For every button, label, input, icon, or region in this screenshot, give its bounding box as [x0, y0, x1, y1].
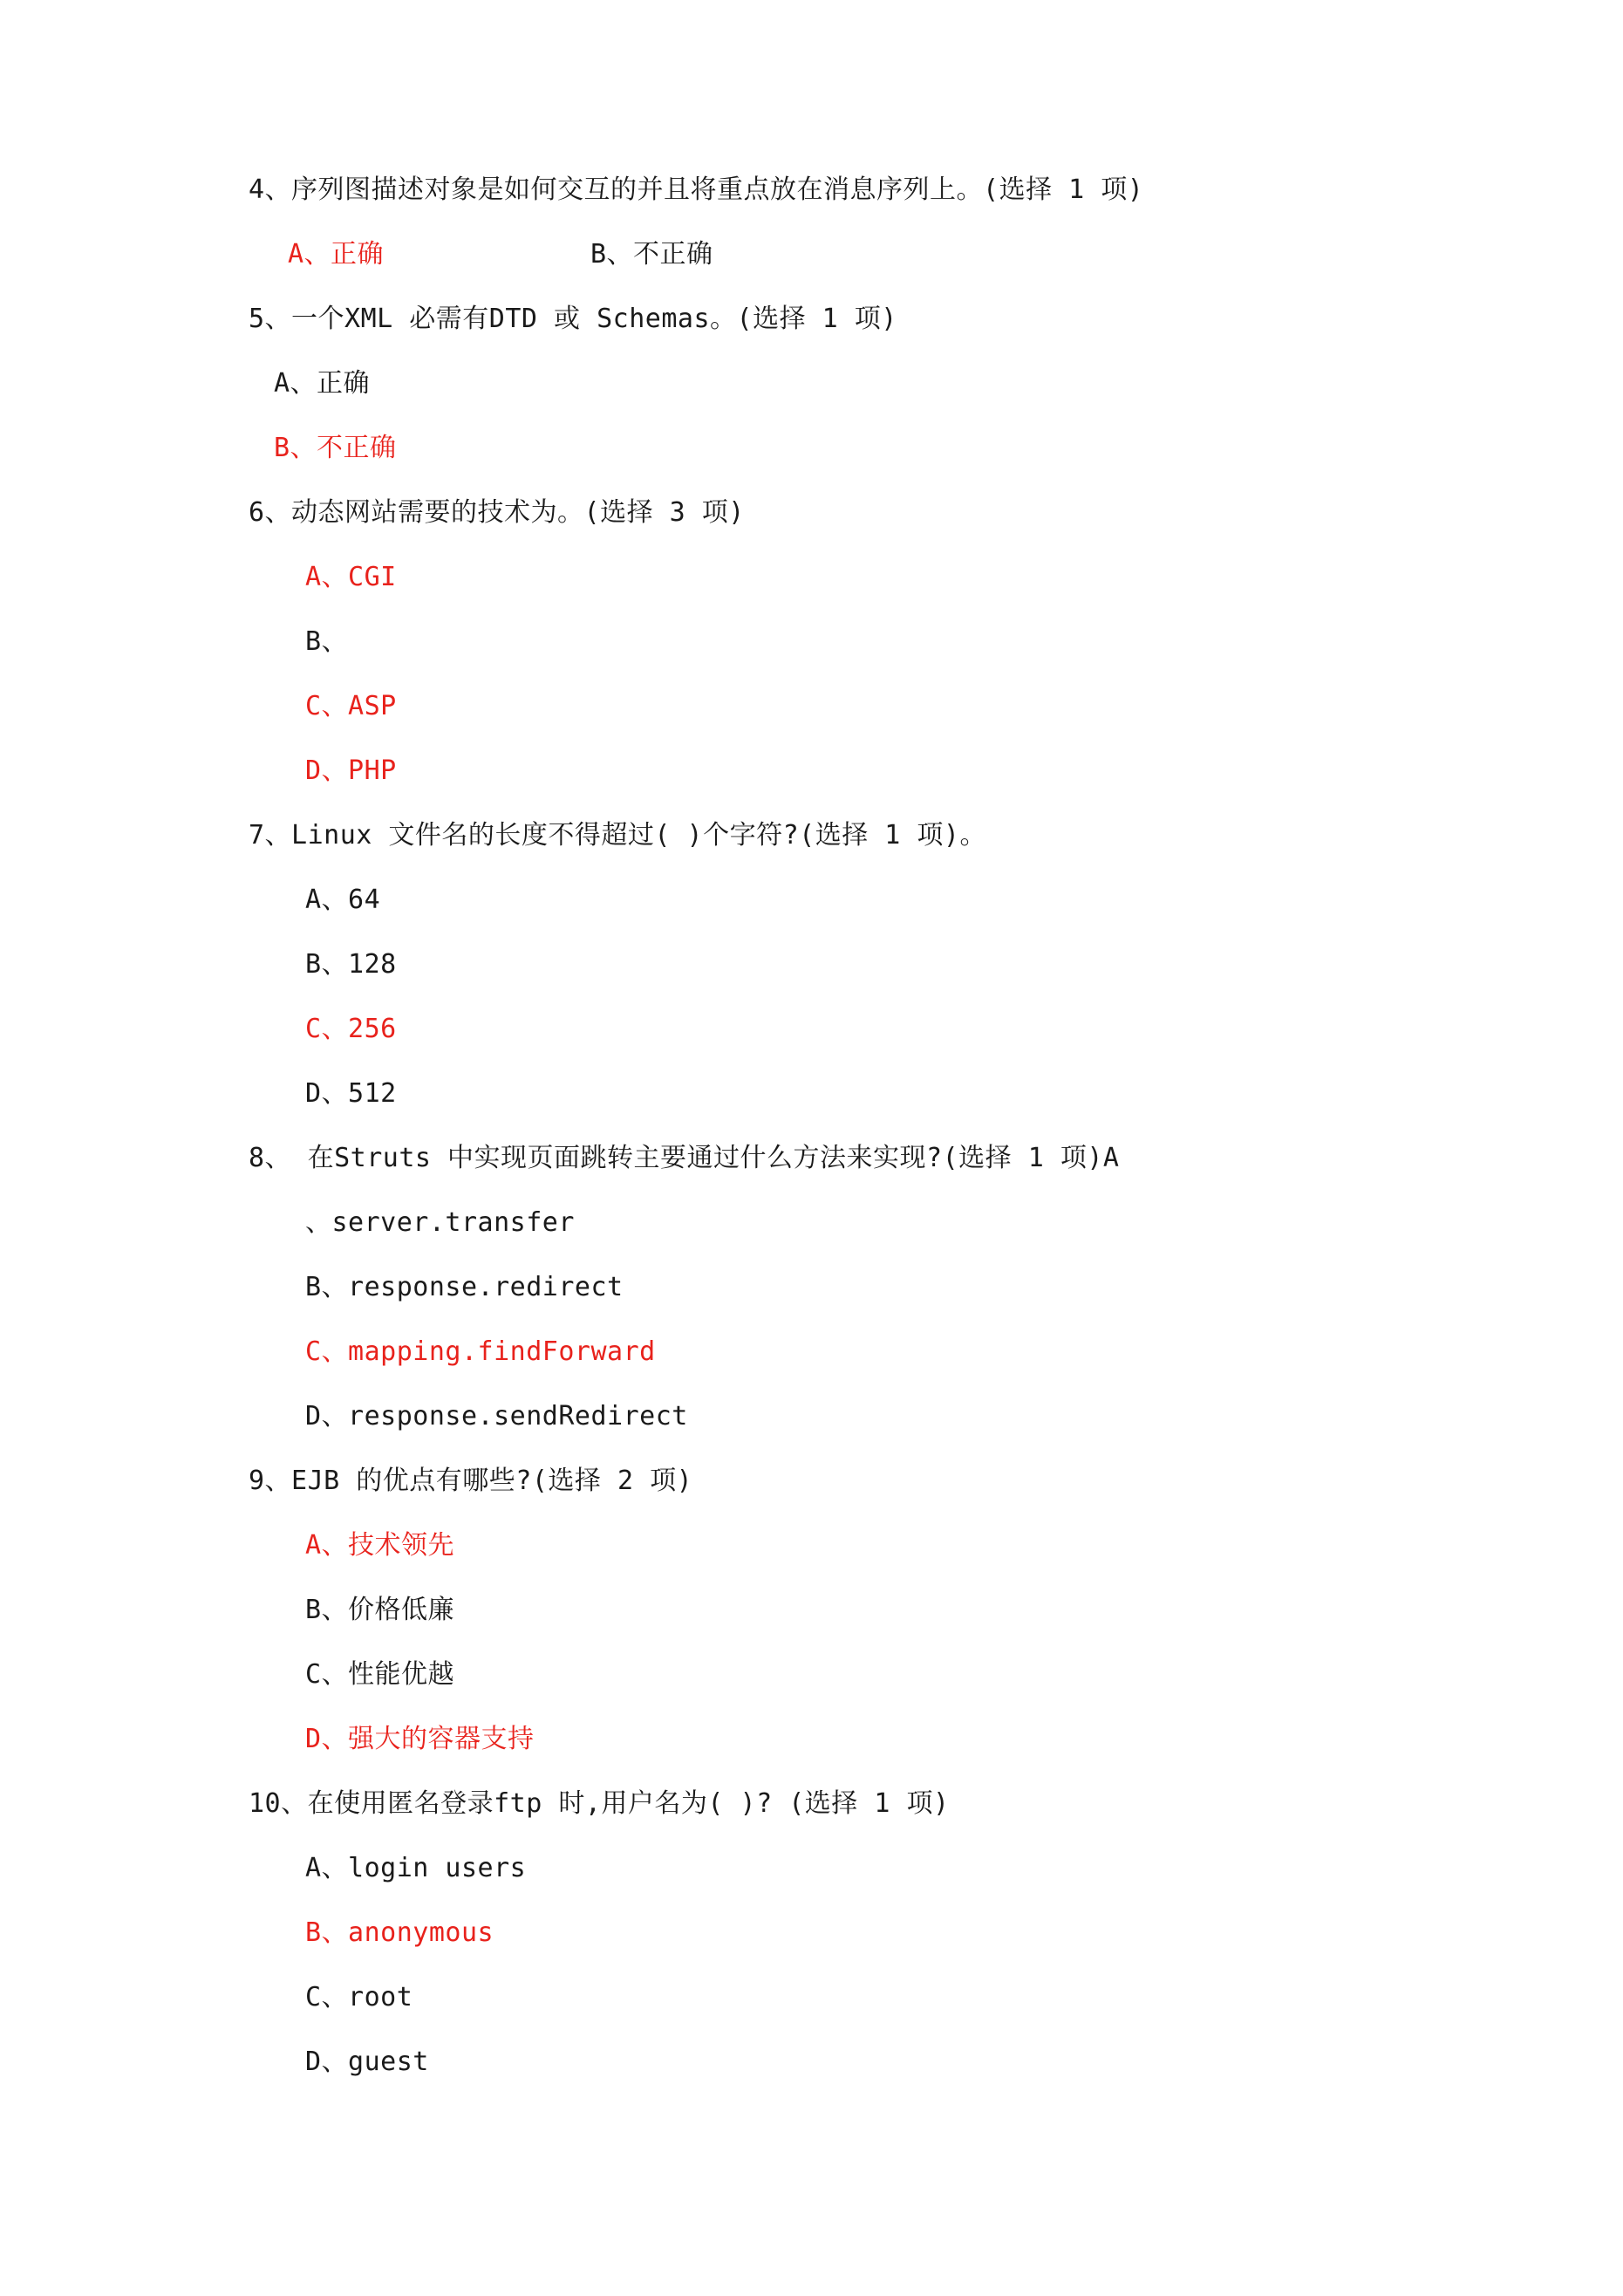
question-7-option-d: D、512 [305, 1078, 397, 1109]
question-10-option-c: C、root [305, 1982, 413, 2012]
question-8-option-a: 、server.transfer [305, 1207, 575, 1238]
question-6-option-c: C、ASP [305, 691, 397, 721]
question-7-text: 7、Linux 文件名的长度不得超过( )个字符?(选择 1 项)。 [249, 820, 986, 851]
question-9-option-a: A、技术领先 [305, 1530, 455, 1561]
question-5-text: 5、一个XML 必需有DTD 或 Schemas。(选择 1 项) [249, 304, 897, 334]
question-10-option-d: D、guest [305, 2047, 429, 2077]
question-9-option-b: B、价格低廉 [305, 1595, 455, 1625]
question-10-option-a: A、login users [305, 1853, 527, 1883]
question-9-option-c: C、性能优越 [305, 1659, 455, 1690]
question-8-option-c: C、mapping.findForward [305, 1336, 656, 1367]
question-8-option-d: D、response.sendRedirect [305, 1401, 688, 1432]
question-6-option-d: D、PHP [305, 755, 397, 786]
question-6-option-b: B、 [305, 626, 349, 657]
question-9-text: 9、EJB 的优点有哪些?(选择 2 项) [249, 1466, 693, 1496]
question-5-option-b: B、不正确 [274, 433, 397, 463]
question-8-text: 8、 在Struts 中实现页面跳转主要通过什么方法来实现?(选择 1 项)A [249, 1143, 1120, 1173]
question-8-option-b: B、response.redirect [305, 1272, 624, 1302]
question-6-text: 6、动态网站需要的技术为。(选择 3 项) [249, 497, 745, 528]
question-7-option-a: A、64 [305, 885, 381, 915]
question-10-option-b: B、anonymous [305, 1917, 494, 1948]
question-4-text: 4、序列图描述对象是如何交互的并且将重点放在消息序列上。(选择 1 项) [249, 174, 1144, 205]
question-9-option-d: D、强大的容器支持 [305, 1724, 535, 1754]
question-10-text: 10、在使用匿名登录ftp 时,用户名为( )? (选择 1 项) [249, 1788, 950, 1819]
question-4-option-a: A、正确 [288, 239, 385, 270]
question-5-option-a: A、正确 [274, 368, 371, 399]
question-4-option-b: B、不正确 [590, 239, 713, 270]
question-7-option-b: B、128 [305, 949, 397, 980]
question-7-option-c: C、256 [305, 1014, 397, 1044]
question-6-option-a: A、CGI [305, 562, 397, 592]
